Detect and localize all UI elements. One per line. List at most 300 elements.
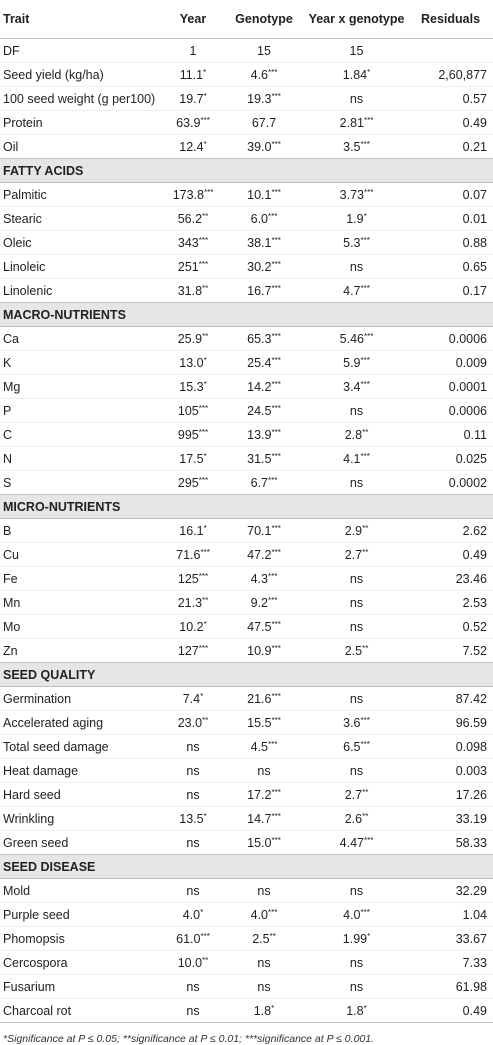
cell-year-x-genotype: ns	[305, 399, 408, 423]
cell-residuals: 0.01	[408, 207, 493, 231]
significance-marker: ***	[360, 355, 370, 365]
significance-marker: ***	[271, 235, 281, 245]
cell-trait: Linoleic	[0, 255, 163, 279]
cell-year-x-genotype: 5.46***	[305, 327, 408, 351]
cell-year: 19.7*	[163, 87, 223, 111]
significance-marker: ***	[360, 907, 370, 917]
cell-year-x-genotype: 3.73***	[305, 183, 408, 207]
cell-trait: DF	[0, 39, 163, 63]
significance-marker: **	[362, 787, 369, 797]
table-row	[0, 375, 493, 399]
table-row	[0, 207, 493, 231]
significance-marker: **	[362, 523, 369, 533]
cell-year-x-genotype: 4.7***	[305, 279, 408, 303]
table-row	[0, 39, 493, 63]
cell-year: ns	[163, 831, 223, 855]
cell-year: 7.4*	[163, 687, 223, 711]
cell-residuals: 0.49	[408, 999, 493, 1023]
cell-trait: Zn	[0, 639, 163, 663]
significance-marker: ***	[198, 643, 209, 653]
cell-genotype: 24.5***	[223, 399, 305, 423]
significance-marker: ***	[271, 427, 281, 437]
significance-marker: ***	[268, 571, 278, 581]
cell-trait: Phomopsis	[0, 927, 163, 951]
cell-genotype: 14.2***	[223, 375, 305, 399]
cell-trait: P	[0, 399, 163, 423]
cell-genotype: 17.2***	[223, 783, 305, 807]
cell-trait: Green seed	[0, 831, 163, 855]
significance-marker: **	[362, 547, 369, 557]
significance-marker: **	[362, 811, 369, 821]
cell-year-x-genotype: ns	[305, 255, 408, 279]
cell-residuals: 32.29	[408, 879, 493, 903]
cell-year-x-genotype: ns	[305, 87, 408, 111]
table-row	[0, 327, 493, 351]
significance-marker: ***	[360, 283, 370, 293]
cell-residuals: 58.33	[408, 831, 493, 855]
cell-residuals: 23.46	[408, 567, 493, 591]
cell-genotype: ns	[223, 951, 305, 975]
cell-genotype: 4.6***	[223, 63, 305, 87]
significance-marker: ***	[200, 547, 210, 557]
cell-trait: N	[0, 447, 163, 471]
cell-year: 61.0***	[163, 927, 223, 951]
significance-marker: ***	[271, 283, 281, 293]
cell-trait: Charcoal rot	[0, 999, 163, 1023]
cell-year: 295***	[163, 471, 223, 495]
table-footnote: *Significance at P ≤ 0.05; **significance at P ≤ 0.01; ***significance at P ≤ 0.001.	[3, 1033, 375, 1045]
significance-marker: ***	[271, 379, 281, 389]
cell-residuals: 0.0001	[408, 375, 493, 399]
cell-trait: Accelerated aging	[0, 711, 163, 735]
cell-year: 995***	[163, 423, 223, 447]
cell-residuals: 7.33	[408, 951, 493, 975]
table-row	[0, 735, 493, 759]
significance-marker: ***	[271, 403, 281, 413]
table-row	[0, 999, 493, 1023]
cell-year-x-genotype: ns	[305, 951, 408, 975]
significance-marker: ***	[360, 739, 370, 749]
cell-residuals: 0.009	[408, 351, 493, 375]
cell-year-x-genotype: ns	[305, 615, 408, 639]
significance-marker: **	[202, 595, 209, 605]
cell-genotype: 15.0***	[223, 831, 305, 855]
cell-genotype: 4.5***	[223, 735, 305, 759]
cell-year: 11.1*	[163, 63, 223, 87]
cell-genotype: 38.1***	[223, 231, 305, 255]
significance-marker: *	[363, 1003, 367, 1013]
header-residuals: Residuals	[408, 0, 493, 39]
cell-trait: K	[0, 351, 163, 375]
table-row	[0, 975, 493, 999]
cell-residuals	[408, 39, 493, 63]
section-label: MICRO-NUTRIENTS	[0, 495, 493, 519]
significance-marker: ***	[268, 907, 278, 917]
section-header-row	[0, 855, 493, 879]
cell-trait: Total seed damage	[0, 735, 163, 759]
table-row	[0, 639, 493, 663]
cell-trait: Palmitic	[0, 183, 163, 207]
significance-marker: ***	[200, 115, 210, 125]
significance-marker: ***	[364, 835, 374, 845]
cell-year-x-genotype: 1.9*	[305, 207, 408, 231]
significance-marker: *	[203, 139, 207, 149]
cell-residuals: 0.025	[408, 447, 493, 471]
significance-marker: ***	[271, 643, 281, 653]
cell-year-x-genotype: ns	[305, 591, 408, 615]
significance-marker: *	[203, 91, 207, 101]
cell-trait: B	[0, 519, 163, 543]
table-row	[0, 951, 493, 975]
significance-marker: ***	[268, 739, 278, 749]
cell-year: 251***	[163, 255, 223, 279]
significance-marker: ***	[271, 259, 281, 269]
cell-residuals: 17.26	[408, 783, 493, 807]
cell-trait: Cu	[0, 543, 163, 567]
header-genotype: Genotype	[223, 0, 305, 39]
significance-marker: ***	[198, 427, 209, 437]
cell-trait: Mo	[0, 615, 163, 639]
cell-year-x-genotype: 5.9***	[305, 351, 408, 375]
significance-marker: ***	[268, 475, 278, 485]
significance-marker: ***	[198, 235, 209, 245]
cell-residuals: 33.67	[408, 927, 493, 951]
cell-year-x-genotype: 1.8*	[305, 999, 408, 1023]
significance-marker: **	[362, 643, 369, 653]
cell-trait: S	[0, 471, 163, 495]
cell-trait: Oleic	[0, 231, 163, 255]
cell-genotype: 15	[223, 39, 305, 63]
table-row	[0, 279, 493, 303]
section-header-row	[0, 159, 493, 183]
cell-year-x-genotype: 2.7**	[305, 543, 408, 567]
cell-genotype: 65.3***	[223, 327, 305, 351]
significance-marker: ***	[360, 379, 370, 389]
cell-residuals: 0.88	[408, 231, 493, 255]
cell-year: 13.0*	[163, 351, 223, 375]
cell-residuals: 0.49	[408, 111, 493, 135]
cell-trait: Seed yield (kg/ha)	[0, 63, 163, 87]
cell-genotype: 30.2***	[223, 255, 305, 279]
section-label: SEED DISEASE	[0, 855, 493, 879]
significance-marker: ***	[364, 187, 374, 197]
cell-genotype: 16.7***	[223, 279, 305, 303]
significance-marker: *	[367, 67, 371, 77]
significance-marker: *	[271, 1003, 275, 1013]
cell-year: ns	[163, 975, 223, 999]
significance-marker: ***	[271, 331, 281, 341]
cell-genotype: 67.7	[223, 111, 305, 135]
table-row	[0, 231, 493, 255]
significance-marker: ***	[271, 691, 281, 701]
cell-trait: Mn	[0, 591, 163, 615]
cell-residuals: 2,60,877	[408, 63, 493, 87]
significance-marker: ***	[360, 139, 370, 149]
header-year: Year	[163, 0, 223, 39]
cell-genotype: 10.9***	[223, 639, 305, 663]
table-row	[0, 111, 493, 135]
cell-year-x-genotype: ns	[305, 471, 408, 495]
cell-genotype: 10.1***	[223, 183, 305, 207]
table-row	[0, 591, 493, 615]
significance-marker: ***	[203, 187, 214, 197]
cell-trait: Ca	[0, 327, 163, 351]
cell-trait: Mg	[0, 375, 163, 399]
cell-year-x-genotype: 15	[305, 39, 408, 63]
significance-marker: ***	[198, 259, 209, 269]
table-row	[0, 471, 493, 495]
cell-year: 4.0*	[163, 903, 223, 927]
section-label: MACRO-NUTRIENTS	[0, 303, 493, 327]
cell-genotype: 21.6***	[223, 687, 305, 711]
cell-genotype: 13.9***	[223, 423, 305, 447]
cell-year: ns	[163, 759, 223, 783]
cell-year-x-genotype: ns	[305, 879, 408, 903]
table-header-row	[0, 0, 493, 39]
cell-trait: Hard seed	[0, 783, 163, 807]
significance-marker: **	[202, 331, 209, 341]
significance-marker: **	[269, 931, 276, 941]
table-row	[0, 399, 493, 423]
cell-year-x-genotype: 5.3***	[305, 231, 408, 255]
cell-year: 10.0**	[163, 951, 223, 975]
cell-genotype: 39.0***	[223, 135, 305, 159]
cell-residuals: 7.52	[408, 639, 493, 663]
significance-marker: *	[200, 691, 204, 701]
cell-year: 23.0**	[163, 711, 223, 735]
table-row	[0, 879, 493, 903]
table-row	[0, 567, 493, 591]
cell-trait: Fusarium	[0, 975, 163, 999]
significance-marker: ***	[271, 451, 281, 461]
significance-marker: ***	[268, 595, 278, 605]
cell-year: 15.3*	[163, 375, 223, 399]
table-row	[0, 183, 493, 207]
table-row	[0, 543, 493, 567]
section-header-row	[0, 303, 493, 327]
table-row	[0, 447, 493, 471]
table-row	[0, 783, 493, 807]
cell-trait: C	[0, 423, 163, 447]
cell-genotype: 1.8*	[223, 999, 305, 1023]
cell-year: 12.4*	[163, 135, 223, 159]
cell-genotype: 9.2***	[223, 591, 305, 615]
cell-genotype: ns	[223, 975, 305, 999]
cell-trait: Purple seed	[0, 903, 163, 927]
significance-marker: **	[362, 427, 369, 437]
table-row	[0, 63, 493, 87]
table-row	[0, 87, 493, 111]
table-row	[0, 351, 493, 375]
significance-marker: *	[203, 811, 207, 821]
cell-residuals: 0.07	[408, 183, 493, 207]
cell-year-x-genotype: 4.47***	[305, 831, 408, 855]
cell-trait: Wrinkling	[0, 807, 163, 831]
significance-marker: ***	[271, 523, 281, 533]
significance-marker: ***	[360, 235, 370, 245]
table-body	[0, 39, 493, 1023]
cell-trait: Linolenic	[0, 279, 163, 303]
cell-year-x-genotype: 3.6***	[305, 711, 408, 735]
cell-residuals: 0.21	[408, 135, 493, 159]
cell-genotype: 19.3***	[223, 87, 305, 111]
cell-residuals: 0.003	[408, 759, 493, 783]
cell-year-x-genotype: 1.84*	[305, 63, 408, 87]
cell-trait: Stearic	[0, 207, 163, 231]
header-trait: Trait	[0, 0, 163, 39]
cell-genotype: ns	[223, 759, 305, 783]
cell-year-x-genotype: 3.4***	[305, 375, 408, 399]
significance-marker: *	[367, 931, 371, 941]
cell-year: 125***	[163, 567, 223, 591]
section-header-row	[0, 495, 493, 519]
cell-year-x-genotype: 2.8**	[305, 423, 408, 447]
cell-year: 343***	[163, 231, 223, 255]
cell-genotype: 14.7***	[223, 807, 305, 831]
cell-residuals: 0.49	[408, 543, 493, 567]
cell-residuals: 0.52	[408, 615, 493, 639]
significance-marker: *	[203, 523, 207, 533]
section-label: FATTY ACIDS	[0, 159, 493, 183]
cell-residuals: 0.11	[408, 423, 493, 447]
cell-year-x-genotype: 4.1***	[305, 447, 408, 471]
cell-year: 10.2*	[163, 615, 223, 639]
header-year-x-genotype: Year x genotype	[305, 0, 408, 39]
significance-marker: ***	[200, 931, 210, 941]
significance-marker: ***	[271, 835, 281, 845]
cell-trait: Mold	[0, 879, 163, 903]
cell-year-x-genotype: 2.7**	[305, 783, 408, 807]
significance-marker: ***	[364, 331, 374, 341]
cell-genotype: 6.7***	[223, 471, 305, 495]
cell-year: 127***	[163, 639, 223, 663]
cell-year-x-genotype: ns	[305, 567, 408, 591]
table-row	[0, 903, 493, 927]
cell-year: 17.5*	[163, 447, 223, 471]
significance-marker: ***	[271, 787, 281, 797]
cell-year-x-genotype: 2.9**	[305, 519, 408, 543]
cell-year: 25.9**	[163, 327, 223, 351]
significance-marker: *	[363, 211, 367, 221]
cell-trait: Protein	[0, 111, 163, 135]
cell-genotype: 4.0***	[223, 903, 305, 927]
significance-marker: **	[202, 955, 209, 965]
significance-marker: ***	[271, 139, 281, 149]
cell-genotype: 47.2***	[223, 543, 305, 567]
significance-marker: *	[203, 619, 207, 629]
cell-year: 173.8***	[163, 183, 223, 207]
cell-year: 21.3**	[163, 591, 223, 615]
cell-year: ns	[163, 783, 223, 807]
significance-marker: ***	[198, 475, 209, 485]
cell-residuals: 96.59	[408, 711, 493, 735]
cell-year-x-genotype: 2.5**	[305, 639, 408, 663]
cell-year: ns	[163, 879, 223, 903]
cell-year-x-genotype: ns	[305, 687, 408, 711]
cell-year-x-genotype: 6.5***	[305, 735, 408, 759]
cell-year-x-genotype: 2.81***	[305, 111, 408, 135]
cell-genotype: 70.1***	[223, 519, 305, 543]
significance-marker: ***	[271, 355, 281, 365]
table-row	[0, 711, 493, 735]
table-row	[0, 255, 493, 279]
significance-marker: **	[202, 283, 209, 293]
cell-residuals: 87.42	[408, 687, 493, 711]
section-label: SEED QUALITY	[0, 663, 493, 687]
table-row	[0, 831, 493, 855]
cell-residuals: 2.62	[408, 519, 493, 543]
significance-marker: ***	[364, 115, 374, 125]
cell-trait: 100 seed weight (g per100)	[0, 87, 163, 111]
section-header-row	[0, 663, 493, 687]
cell-year: 105***	[163, 399, 223, 423]
cell-trait: Cercospora	[0, 951, 163, 975]
significance-marker: *	[203, 451, 207, 461]
table-row	[0, 687, 493, 711]
significance-marker: ***	[360, 715, 370, 725]
cell-year: 13.5*	[163, 807, 223, 831]
significance-marker: ***	[271, 91, 281, 101]
cell-year: 71.6***	[163, 543, 223, 567]
significance-marker: ***	[271, 547, 281, 557]
significance-marker: ***	[268, 211, 278, 221]
cell-residuals: 33.19	[408, 807, 493, 831]
cell-residuals: 61.98	[408, 975, 493, 999]
cell-residuals: 0.098	[408, 735, 493, 759]
significance-marker: **	[202, 211, 209, 221]
cell-year: 56.2**	[163, 207, 223, 231]
cell-trait: Germination	[0, 687, 163, 711]
cell-year: ns	[163, 735, 223, 759]
cell-year-x-genotype: 2.6**	[305, 807, 408, 831]
significance-marker: *	[203, 67, 207, 77]
table-row	[0, 135, 493, 159]
cell-trait: Heat damage	[0, 759, 163, 783]
cell-year-x-genotype: 4.0***	[305, 903, 408, 927]
table-row	[0, 519, 493, 543]
significance-marker: ***	[271, 187, 281, 197]
significance-marker: ***	[268, 67, 278, 77]
table-row	[0, 615, 493, 639]
cell-trait: Fe	[0, 567, 163, 591]
cell-residuals: 0.0002	[408, 471, 493, 495]
cell-genotype: 25.4***	[223, 351, 305, 375]
significance-marker: ***	[271, 811, 281, 821]
cell-year-x-genotype: ns	[305, 975, 408, 999]
cell-residuals: 0.17	[408, 279, 493, 303]
cell-genotype: 6.0***	[223, 207, 305, 231]
cell-genotype: 2.5**	[223, 927, 305, 951]
significance-marker: *	[203, 379, 207, 389]
cell-year: ns	[163, 999, 223, 1023]
cell-residuals: 0.0006	[408, 399, 493, 423]
cell-year: 31.8**	[163, 279, 223, 303]
table-row	[0, 759, 493, 783]
significance-marker: *	[203, 355, 207, 365]
table-row	[0, 807, 493, 831]
cell-residuals: 1.04	[408, 903, 493, 927]
cell-genotype: 15.5***	[223, 711, 305, 735]
cell-residuals: 0.0006	[408, 327, 493, 351]
table-row	[0, 927, 493, 951]
cell-genotype: 31.5***	[223, 447, 305, 471]
cell-trait: Oil	[0, 135, 163, 159]
significance-marker: ***	[271, 715, 281, 725]
table-row	[0, 423, 493, 447]
cell-year-x-genotype: 3.5***	[305, 135, 408, 159]
cell-year: 1	[163, 39, 223, 63]
cell-genotype: 4.3***	[223, 567, 305, 591]
